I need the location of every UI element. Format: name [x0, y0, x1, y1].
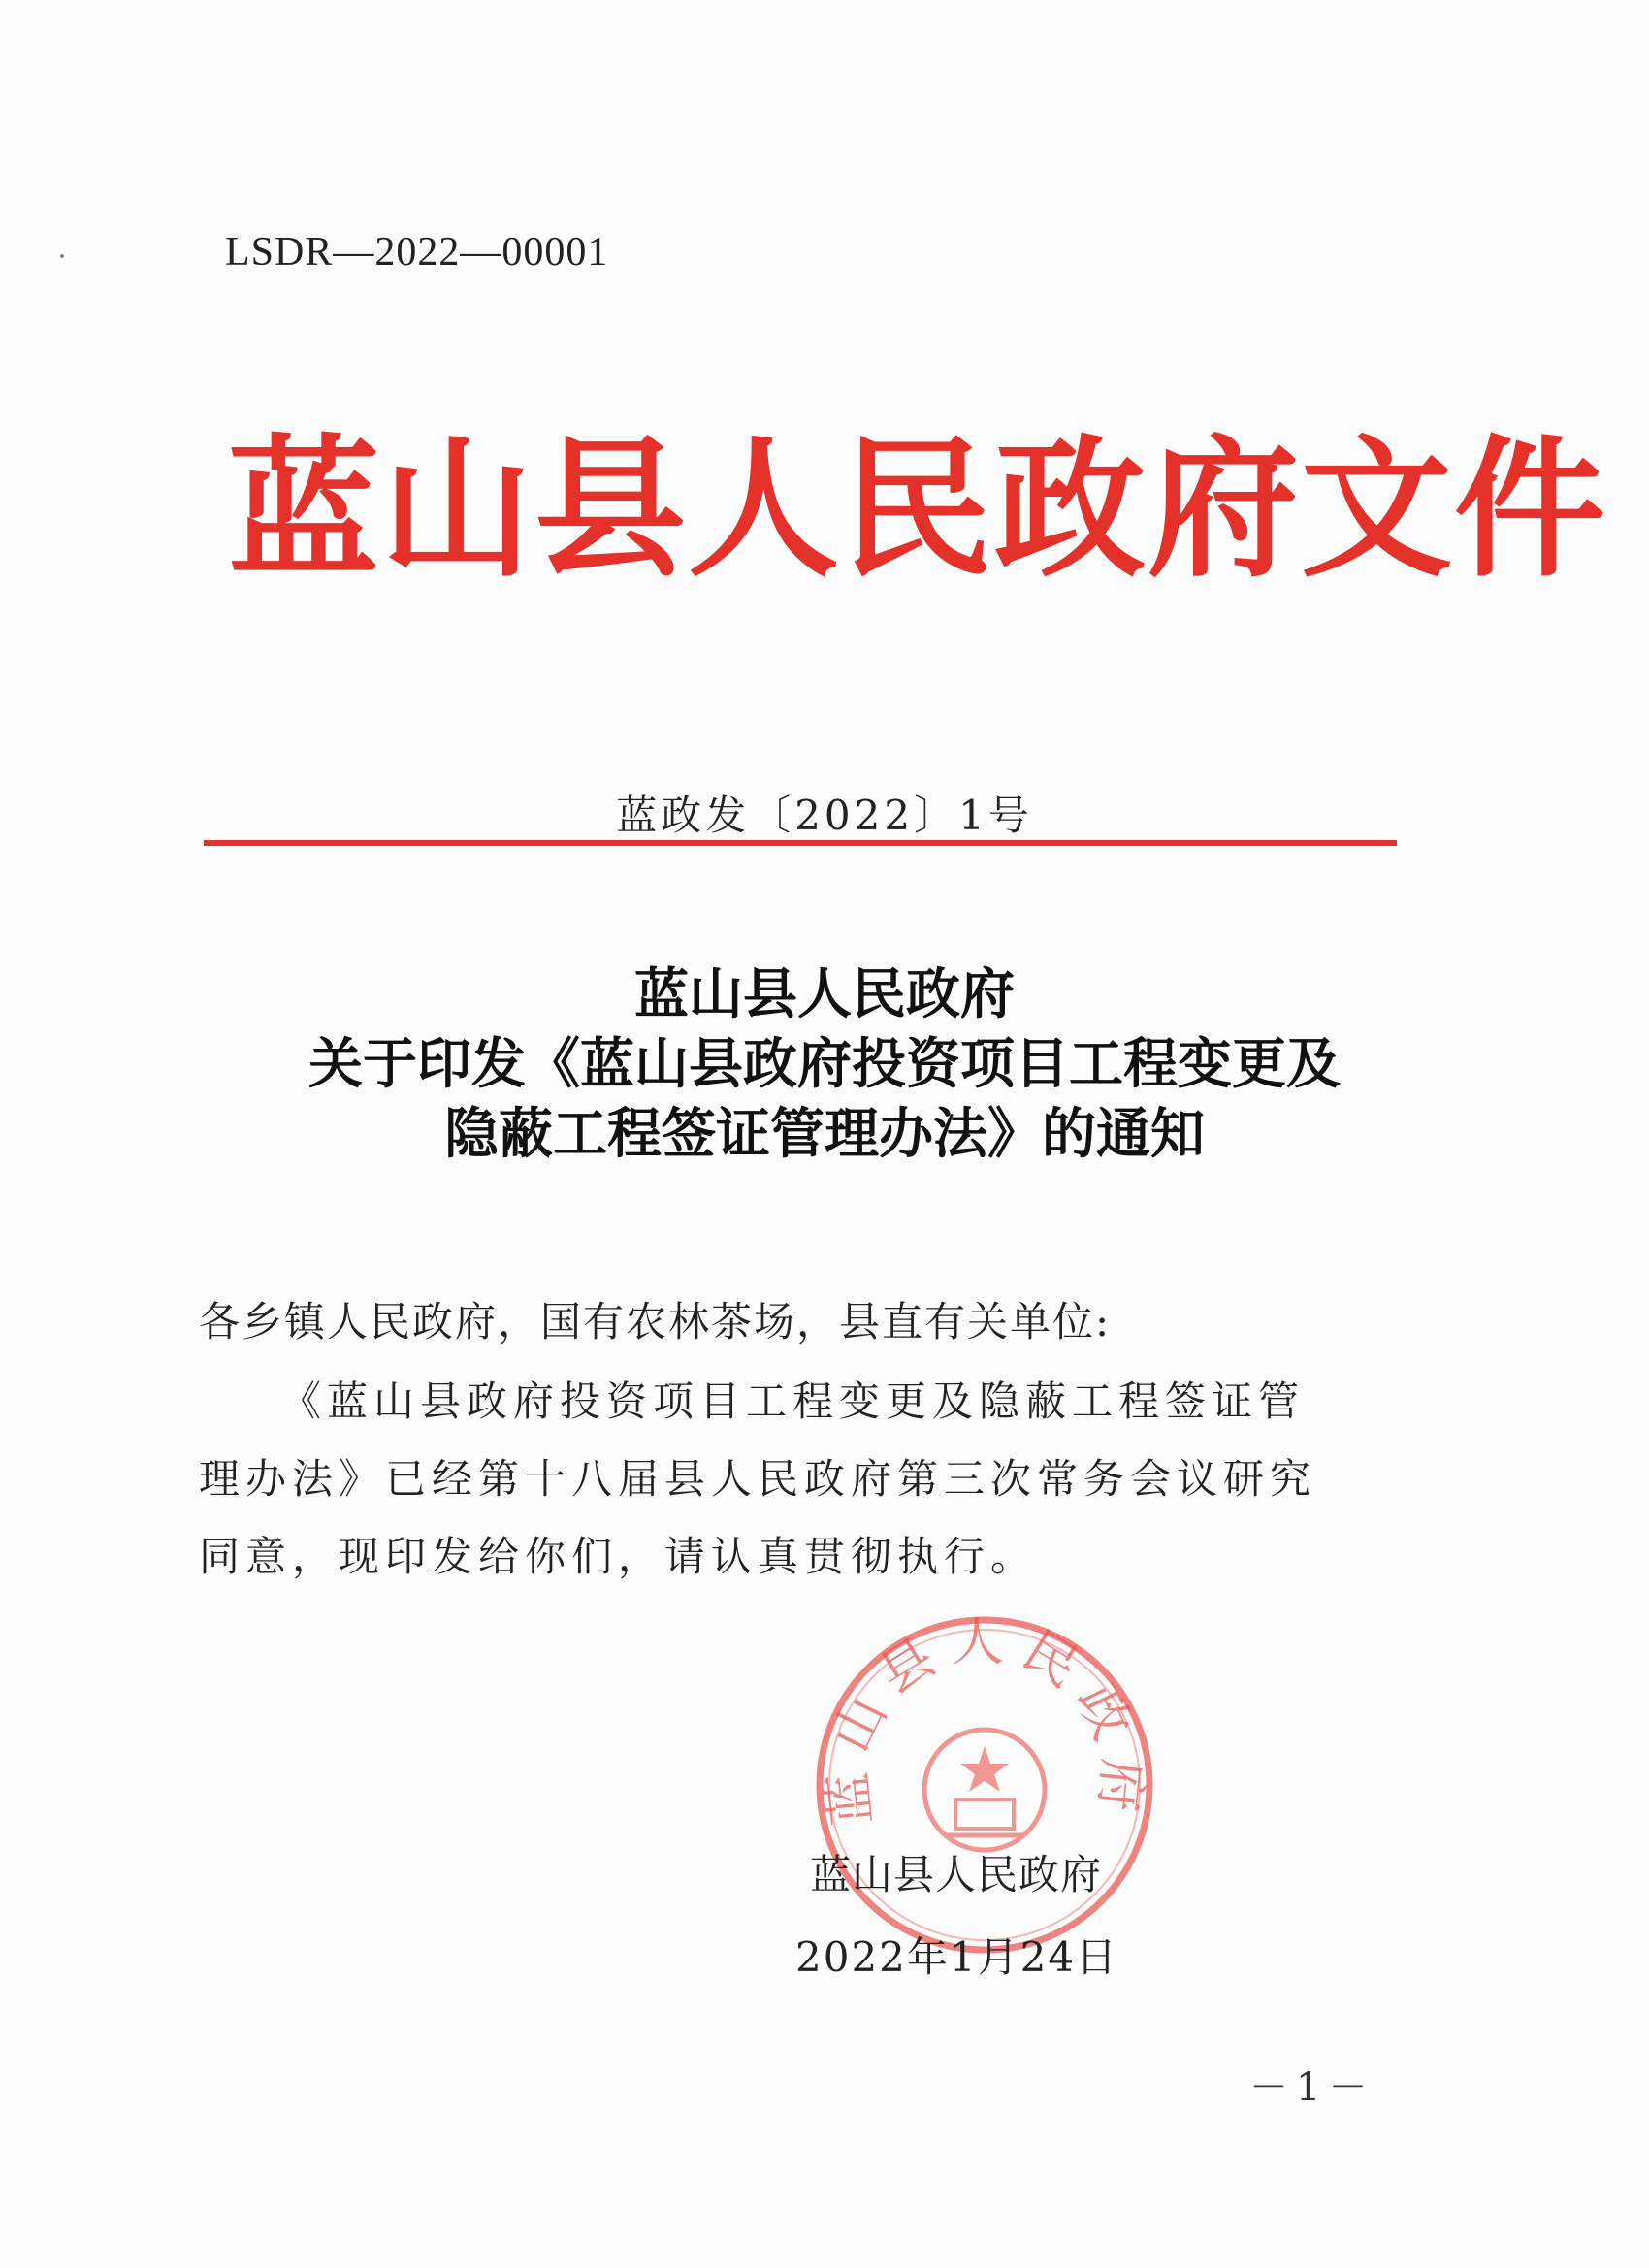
page-number: －1－: [1249, 2065, 1375, 2110]
document-number: 蓝政发〔2022〕1号: [616, 792, 1033, 839]
notice-title: [0, 960, 1649, 1170]
notice-title-line: 关于印发《蓝山县政府投资项目工程变更及: [308, 1033, 1341, 1096]
body-paragraph: 《蓝山县政府投资项目工程变更及隐蔽工程签证管理办法》已经第十八届县人民政府第三次常务会议研究同意，现印发给你们，请认真贯彻执行。: [199, 1377, 1317, 1580]
seal-text: 蓝山县人民政府: [815, 1611, 1154, 1829]
notice-title-line: 隐蔽工程签证管理办法》的通知: [444, 1103, 1205, 1166]
scan-speck: [60, 254, 64, 258]
signature-date: 2022年1月24日: [795, 1933, 1119, 1981]
national-emblem-icon: [924, 1730, 1045, 1850]
masthead-title: 蓝山县人民政府文件: [228, 420, 1607, 598]
red-divider-rule: [204, 840, 1397, 846]
addressee-line: 各乡镇人民政府，国有农林茶场，县直有关单位:: [199, 1298, 1112, 1345]
document-code: LSDR—2022—00001: [225, 230, 609, 275]
notice-title-line: 蓝山县人民政府: [634, 963, 1015, 1026]
official-seal-stamp: [810, 1610, 1159, 1960]
signature-organization: 蓝山县人民政府: [810, 1851, 1103, 1898]
